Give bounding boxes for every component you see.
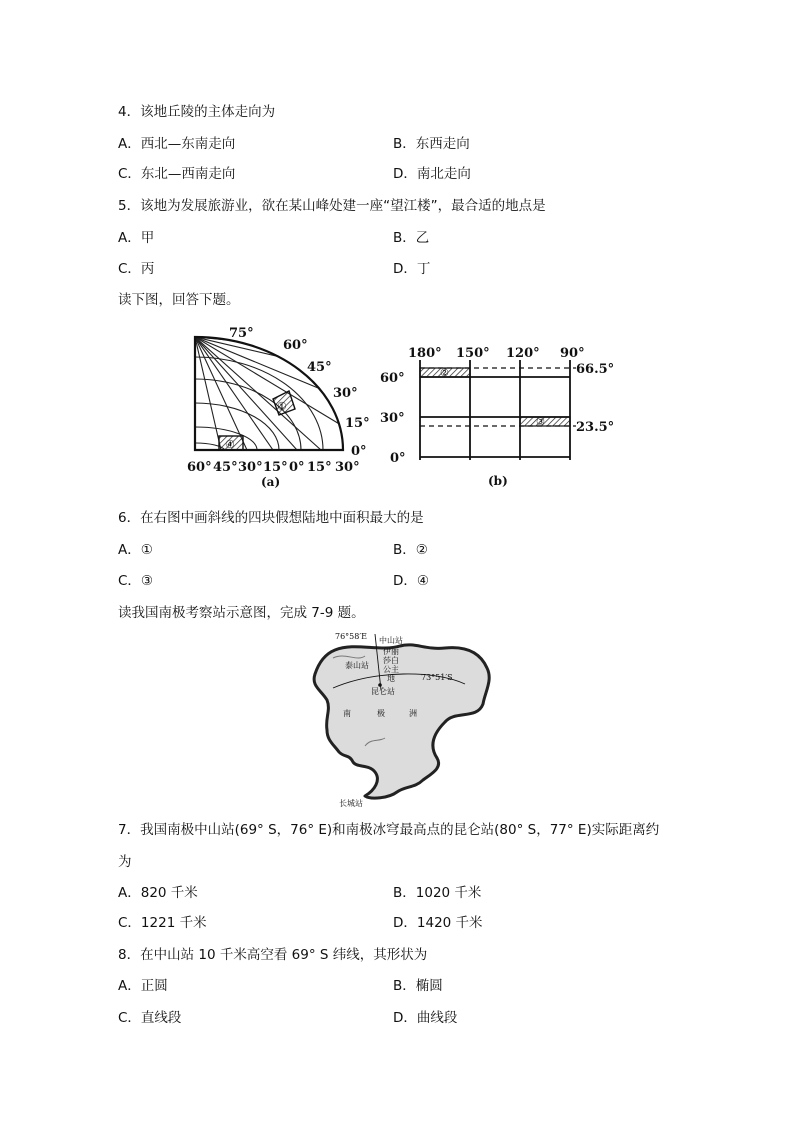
intro-figure-question: 读下图，回答下题。 [118,292,240,308]
lat-label-15: 15° [345,416,370,431]
mark-2: ② [440,368,449,379]
lon-label-15: 15° [263,460,288,475]
q6-option-b: B．② [393,542,428,558]
q4-option-b: B．东西走向 [393,136,470,152]
q4-stem: 4．该地丘陵的主体走向为 [118,104,276,120]
q4-option-d: D．南北走向 [393,166,471,182]
continent-outline [314,645,489,798]
continent-label-1: 南 [343,709,351,718]
region-line-4: 地 [387,674,395,683]
region-line-2: 莎白 [383,656,399,665]
q8-option-d: D．曲线段 [393,1010,458,1026]
q8-stem: 8．在中山站 10 千米高空看 69° S 纬线，其形状为 [118,947,428,963]
q8-option-b: B．椭圆 [393,978,443,994]
q6-option-a: A．① [118,542,153,558]
top-label-120: 120° [506,346,540,361]
caption-a: (a) [261,475,281,489]
meridian-label: 76°58′E [335,632,368,641]
q6-option-d: D．④ [393,573,429,589]
block-3 [520,417,570,426]
figure-a-graticule [185,325,370,490]
lon-label-30: 30° [238,460,263,475]
lon-label-60: 60° [187,460,212,475]
intro-map-question: 读我国南极考察站示意图，完成 7-9 题。 [118,605,365,621]
mark-4: ④ [225,438,235,451]
lat-label-30: 30° [333,386,358,401]
station-kunlun: 昆仑站 [371,687,395,696]
station-zhongshan: 中山站 [379,636,403,645]
q7-option-a: A．820 千米 [118,885,198,901]
mark-3: ③ [536,417,545,428]
q7-option-b: B．1020 千米 [393,885,482,901]
lon-label-15e: 15° [307,460,332,475]
q7-option-d: D．1420 千米 [393,915,483,931]
lat-label-45: 45° [307,360,332,375]
q5-option-c: C．丙 [118,261,155,277]
left-label-0: 0° [390,451,406,466]
latitude-label: 73°51′S [421,673,453,682]
q5-option-a: A．甲 [118,230,155,246]
q4-option-c: C．东北—西南走向 [118,166,236,182]
q7-stem: 7．我国南极中山站(69° S，76° E)和南极冰穹最高点的昆仑站(80° S，77° E)实际距离约 [118,822,660,838]
lat-label-60: 60° [283,338,308,353]
continent-label-3: 洲 [409,709,417,718]
caption-b: (b) [488,474,508,488]
q5-option-b: B．乙 [393,230,430,246]
region-line-1: 伊丽 [383,647,399,656]
top-label-180: 180° [408,346,442,361]
q8-option-c: C．直线段 [118,1010,182,1026]
antarctica-map [305,630,495,808]
lon-label-30e: 30° [335,460,360,475]
region-line-3: 公主 [383,665,399,674]
figure-b-grid [378,340,623,490]
station-taishan: 泰山站 [345,661,369,670]
q7-stem-continued: 为 [118,854,132,870]
q5-option-d: D．丁 [393,261,431,277]
q4-option-a: A．西北—东南走向 [118,136,236,152]
left-label-60: 60° [380,371,405,386]
top-label-90: 90° [560,346,585,361]
mark-1: ① [277,400,287,413]
right-label-23-5: 23.5° [576,420,615,435]
lon-label-0: 0° [289,460,305,475]
lon-label-45: 45° [213,460,238,475]
q5-stem: 5．该地为发展旅游业，欲在某山峰处建一座“望江楼”，最合适的地点是 [118,198,546,214]
q7-option-c: C．1221 千米 [118,915,207,931]
right-label-66-5: 66.5° [576,362,615,377]
lat-label-0: 0° [351,444,367,459]
continent-label-2: 极 [377,709,385,718]
left-label-30: 30° [380,411,405,426]
q8-option-a: A．正圆 [118,978,168,994]
top-label-150: 150° [456,346,490,361]
station-changcheng: 长城站 [339,799,363,808]
lat-label-75: 75° [229,326,254,341]
q6-stem: 6．在右图中画斜线的四块假想陆地中面积最大的是 [118,510,424,526]
q6-option-c: C．③ [118,573,154,589]
